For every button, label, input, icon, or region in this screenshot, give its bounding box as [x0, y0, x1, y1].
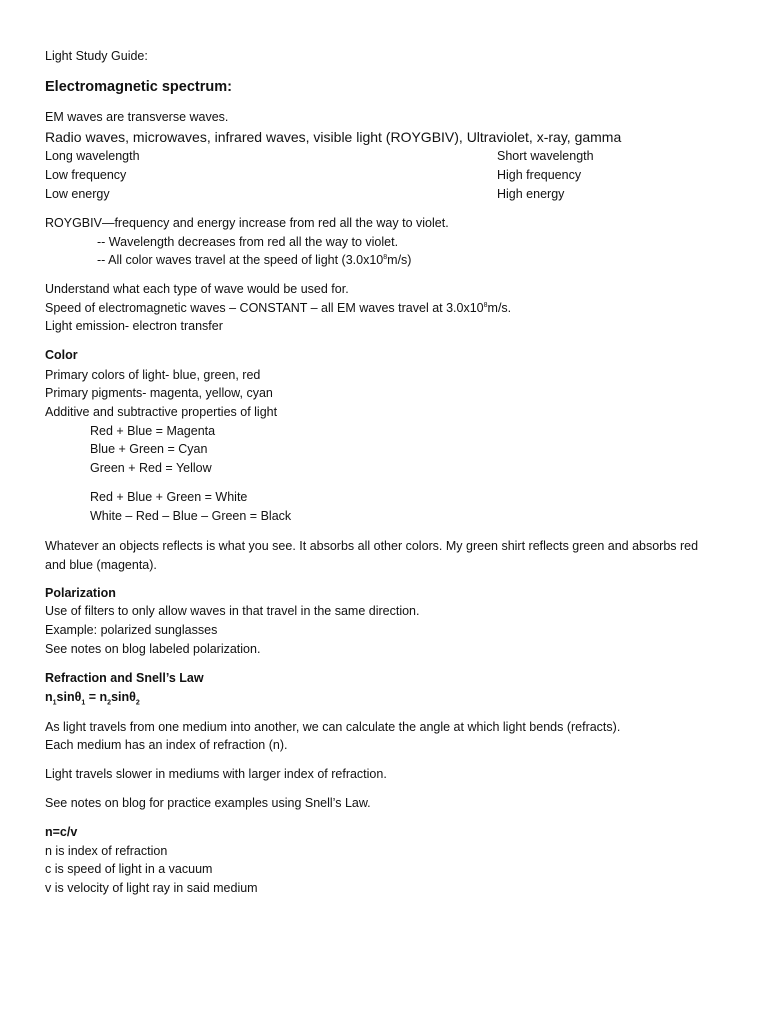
em-wave-list: Radio waves, microwaves, infrared waves, visible light (ROYGBIV), Ultraviolet, x-ray, gamma: [45, 129, 622, 145]
refraction-line-3: Light travels slower in mediums with larger index of refraction.: [45, 767, 387, 781]
polarization-line-1: Use of filters to only allow waves in that travel in the same direction.: [45, 604, 420, 618]
polarization-line-2: Example: polarized sunglasses: [45, 623, 218, 637]
polarization-heading: Polarization: [45, 586, 116, 600]
refraction-line-1: As light travels from one medium into another, we can calculate the angle at which light bends (refracts).: [45, 720, 621, 734]
color-mix-1: Red + Blue = Magenta: [90, 424, 216, 438]
refraction-line-2: Each medium has an index of refraction (n).: [45, 738, 288, 752]
roygbiv-text: ROYGBIV—frequency and energy increase from red all the way to violet.: [45, 216, 449, 230]
spectrum-right-1: Short wavelength: [497, 149, 594, 163]
spectrum-right-2: High frequency: [497, 168, 582, 182]
color-heading: Color: [45, 348, 78, 362]
speed-of-light-note: -- All color waves travel at the speed of light $(3.0x10^8m/s)$: [97, 253, 412, 267]
ncv-formula: n=c/v: [45, 825, 78, 839]
spectrum-left-3: Low energy: [45, 187, 110, 201]
polarization-line-3: See notes on blog labeled polarization.: [45, 642, 261, 656]
ncv-line-1: n is index of refraction: [45, 844, 168, 858]
ncv-line-2: c is speed of light in a vacuum: [45, 862, 213, 876]
additive-text: Additive and subtractive properties of light: [45, 405, 278, 419]
color-mix-4: Red + Blue + Green = White: [90, 490, 248, 504]
spectrum-left-2: Low frequency: [45, 168, 127, 182]
color-mix-2: Blue + Green = Cyan: [90, 442, 208, 456]
spectrum-left-1: Long wavelength: [45, 149, 140, 163]
snells-law-formula: $n_1\sin\theta_1 = n_2\sin\theta_2$: [45, 690, 140, 707]
em-spectrum-heading: Electromagnetic spectrum:: [45, 79, 232, 95]
wavelength-note: -- Wavelength decreases from red all the way to violet.: [97, 235, 399, 249]
color-mix-5: White – Red – Blue – Green = Black: [90, 509, 292, 523]
primary-light-text: Primary colors of light- blue, green, red: [45, 368, 261, 382]
ncv-line-3: v is velocity of light ray in said medium: [45, 881, 258, 895]
refraction-heading: Refraction and Snell’s Law: [45, 671, 204, 685]
understand-text: Understand what each type of wave would be used for.: [45, 282, 349, 296]
document-title: Light Study Guide:: [45, 49, 148, 63]
speed-em-text: Speed of electromagnetic waves – CONSTANT – all EM waves travel at $3.0x10^8m/s$.: [45, 301, 512, 315]
refraction-line-4: See notes on blog for practice examples using Snell’s Law.: [45, 796, 371, 810]
primary-pigments-text: Primary pigments- magenta, yellow, cyan: [45, 386, 273, 400]
spectrum-right-3: High energy: [497, 187, 565, 201]
color-mix-3: Green + Red = Yellow: [90, 461, 212, 475]
emission-text: Light emission- electron transfer: [45, 319, 223, 333]
em-transverse-text: EM waves are transverse waves.: [45, 110, 229, 124]
reflects-paragraph: Whatever an objects reflects is what you see. It absorbs all other colors. My green shirt reflects green and absorbs red and blue (magenta).: [45, 539, 699, 572]
